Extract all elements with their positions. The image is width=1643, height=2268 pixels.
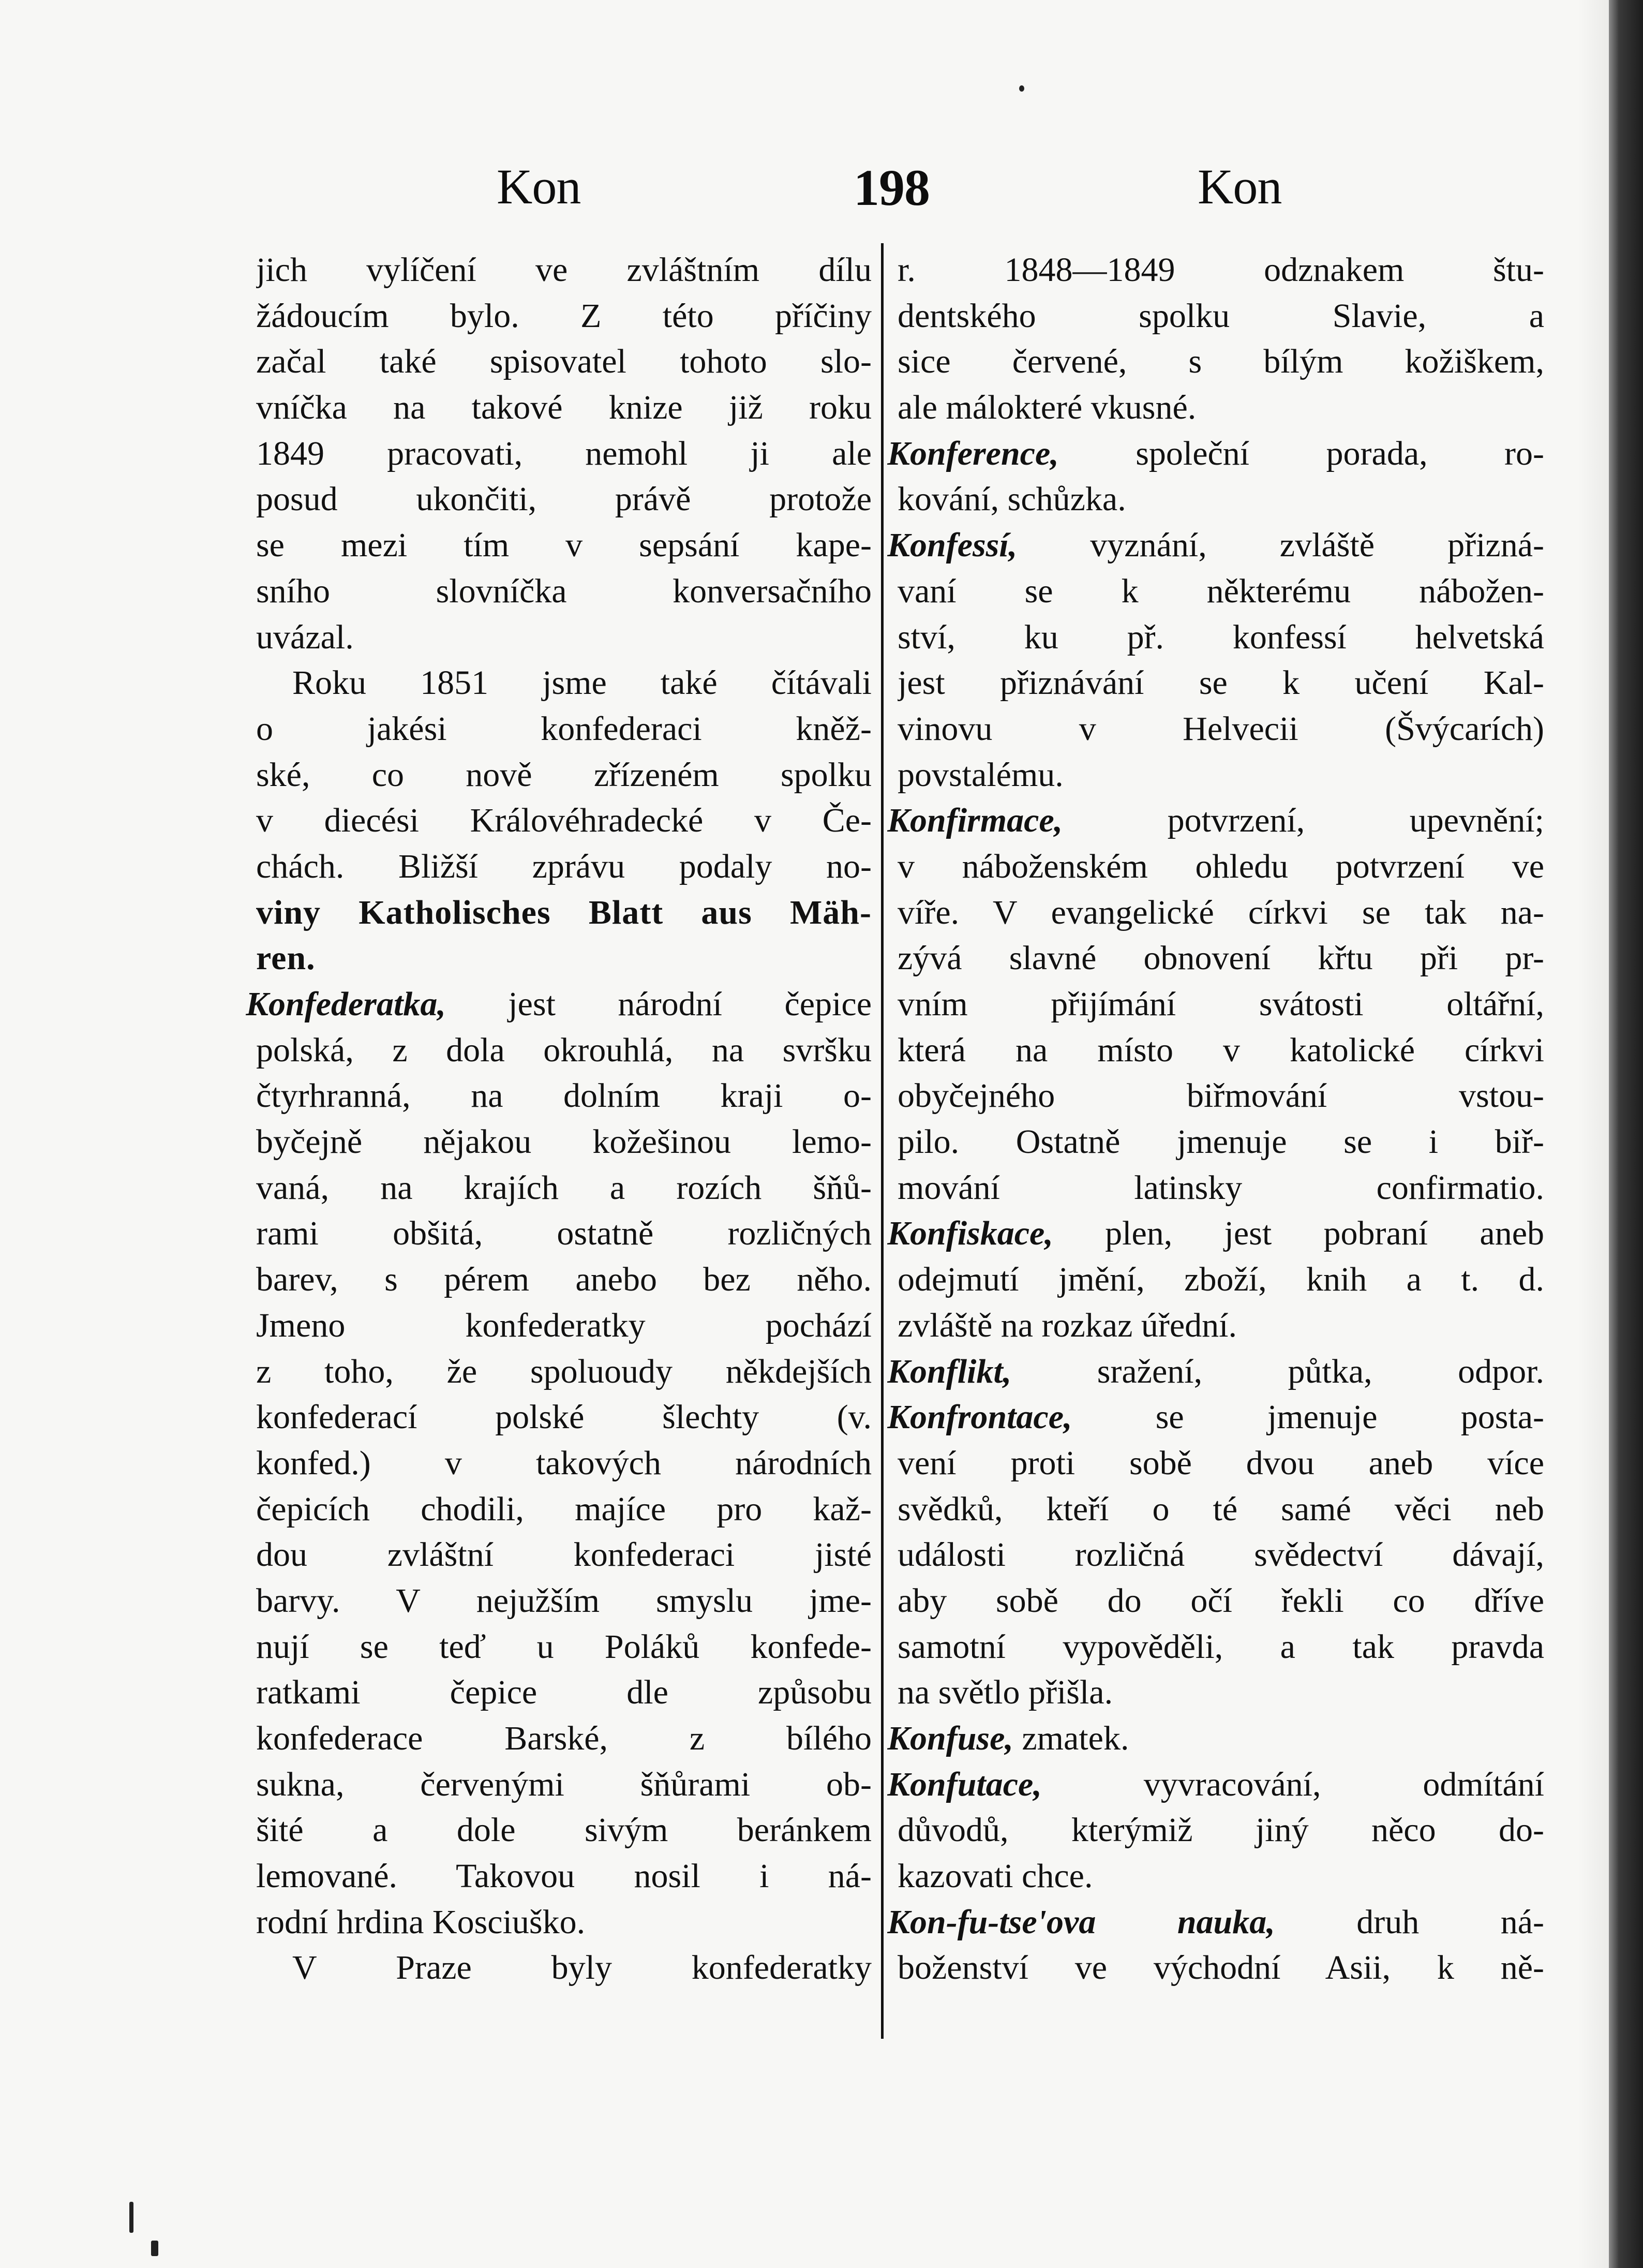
page-edge-shadow	[1609, 0, 1643, 2268]
text-line: konfederace Barské, z bílého	[256, 1719, 872, 1757]
text-line: Konference, společní porada, ro-	[887, 434, 1544, 472]
text-line: vním přijímání svátosti oltářní,	[898, 985, 1544, 1023]
text-line: kazovati chce.	[898, 1857, 1093, 1895]
entry-konfederatka	[246, 982, 872, 1028]
text-line: ství, ku př. konfessí helvetská	[898, 618, 1544, 656]
text-line: Konfederatka, jest národní čepice	[246, 985, 872, 1023]
text-line: víře. V evangelické církvi se tak na-	[898, 893, 1544, 931]
text-line: svědků, kteří o té samé věci neb	[898, 1490, 1544, 1528]
header-left-keyword: Kon	[497, 159, 581, 214]
text-line: ratkami čepice dle způsobu	[256, 1673, 872, 1712]
text-line: byčejně nějakou kožešinou lemo-	[256, 1123, 872, 1161]
text-line: aby sobě do očí řekli co dříve	[898, 1581, 1544, 1620]
ink-speck	[151, 2241, 158, 2256]
text-line: ren.	[256, 939, 316, 977]
text-line: rami obšitá, ostatně rozličných	[256, 1214, 872, 1253]
right-column	[887, 247, 1544, 1991]
text-line: Jmeno konfederatky pochází	[256, 1306, 872, 1344]
text-line: o jakési konfederaci kněž-	[256, 709, 872, 748]
text-line: události rozličná svědectví dávají,	[898, 1536, 1544, 1574]
text-line: vení proti sobě dvou aneb více	[898, 1444, 1544, 1482]
text-line: V Praze byly konfederatky	[292, 1949, 872, 1987]
text-line: vinovu v Helvecii (Švýcarích)	[898, 709, 1544, 748]
text-line: důvodů, kterýmiž jiný něco do-	[898, 1811, 1544, 1849]
text-line: Konfutace, vyvracování, odmítání	[887, 1765, 1544, 1803]
text-line: lemované. Takovou nosil i ná-	[256, 1857, 872, 1895]
text-line: uvázal.	[256, 618, 354, 656]
text-line: v náboženském ohledu potvrzení ve	[898, 847, 1544, 885]
text-line: boženství ve východní Asii, k ně-	[898, 1949, 1544, 1987]
text-line: vníčka na takové knize již roku	[256, 389, 872, 427]
text-line: ale málokteré vkusné.	[898, 389, 1197, 427]
text-line: čtyrhranná, na dolním kraji o-	[256, 1077, 872, 1115]
text-line: Konfirmace, potvrzení, upevnění;	[887, 802, 1544, 840]
text-line: barvy. V nejužším smyslu jme-	[256, 1581, 872, 1620]
text-line: polská, z dola okrouhlá, na svršku	[256, 1031, 872, 1069]
running-header	[0, 158, 1609, 230]
text-line: chách. Bližší zprávu podaly no-	[256, 847, 872, 885]
text-line: Konflikt, sražení, půtka, odpor.	[887, 1352, 1544, 1390]
ink-speck	[129, 2202, 133, 2233]
text-line: sního slovníčka konversačního	[256, 572, 872, 610]
text-line: dentského spolku Slavie, a	[898, 297, 1544, 335]
header-right-keyword: Kon	[1198, 159, 1282, 214]
text-line: na světlo přišla.	[898, 1673, 1113, 1712]
text-line: v diecési Královéhradecké v Če-	[256, 802, 872, 840]
text-line: odejmutí jmění, zboží, knih a t. d.	[898, 1261, 1544, 1299]
text-line: Konfrontace, se jmenuje posta-	[887, 1398, 1544, 1436]
text-line: konfed.) v takových národních	[256, 1444, 872, 1482]
text-line: z toho, že spoluoudy někdejších	[256, 1352, 872, 1390]
text-line: konfederací polské šlechty (v.	[256, 1398, 872, 1436]
text-line: samotní vypověděli, a tak pravda	[898, 1627, 1544, 1666]
text-line: sukna, červenými šňůrami ob-	[256, 1765, 872, 1803]
text-line: nují se teď u Poláků konfede-	[256, 1627, 872, 1666]
text-line: jich vylíčení ve zvláštním dílu	[256, 251, 872, 289]
text-line: pilo. Ostatně jmenuje se i biř-	[898, 1123, 1544, 1161]
column-divider	[881, 243, 884, 2039]
text-line: Kon-fu-tse'ova nauka, druh ná-	[887, 1903, 1544, 1941]
text-line: vaní se k některému nábožen-	[898, 572, 1544, 610]
page-number: 198	[854, 159, 930, 216]
text-line: dou zvláštní konfederaci jisté	[256, 1536, 872, 1574]
text-line: Konfuse, zmatek.	[887, 1719, 1129, 1757]
text-line: žádoucím bylo. Z této příčiny	[256, 297, 872, 335]
text-line: Konfessí, vyznání, zvláště přizná-	[887, 526, 1544, 565]
text-line: čepicích chodili, majíce pro kaž-	[256, 1490, 872, 1528]
text-line: sice červené, s bílým kožiškem,	[898, 343, 1544, 381]
text-line: r. 1848—1849 odznakem štu-	[898, 251, 1544, 289]
text-line: jest přiznávání se k učení Kal-	[898, 664, 1544, 702]
text-line: viny Katholisches Blatt aus Mäh-	[256, 893, 872, 931]
text-line: ské, co nově zřízeném spolku	[256, 755, 872, 794]
text-line: Konfiskace, plen, jest pobraní aneb	[887, 1214, 1544, 1253]
text-line: mování latinsky confirmatio.	[898, 1168, 1544, 1207]
text-line: začal také spisovatel tohoto slo-	[256, 343, 872, 381]
left-column	[246, 247, 872, 1991]
text-line: barev, s pérem anebo bez něho.	[256, 1261, 872, 1299]
text-line: se mezi tím v sepsání kape-	[256, 526, 872, 565]
text-line: která na místo v katolické církvi	[898, 1031, 1544, 1069]
text-line: kování, schůzka.	[898, 480, 1126, 518]
text-line: Roku 1851 jsme také čítávali	[292, 664, 872, 702]
text-line: 1849 pracovati, nemohl ji ale	[256, 434, 872, 472]
text-line: zývá slavné obnovení křtu při pr-	[898, 939, 1544, 977]
text-line: obyčejného biřmování vstou-	[898, 1077, 1544, 1115]
text-line: rodní hrdina Kosciuško.	[256, 1903, 586, 1941]
text-line: vaná, na krajích a rozích šňů-	[256, 1168, 872, 1207]
text-line: posud ukončiti, právě protože	[256, 480, 872, 518]
page-fold-shading	[1578, 0, 1609, 2268]
text-line: povstalému.	[898, 755, 1064, 794]
ink-speck	[1019, 85, 1024, 92]
text-line: zvláště na rozkaz úřední.	[898, 1306, 1237, 1344]
text-line: šité a dole sivým beránkem	[256, 1811, 872, 1849]
